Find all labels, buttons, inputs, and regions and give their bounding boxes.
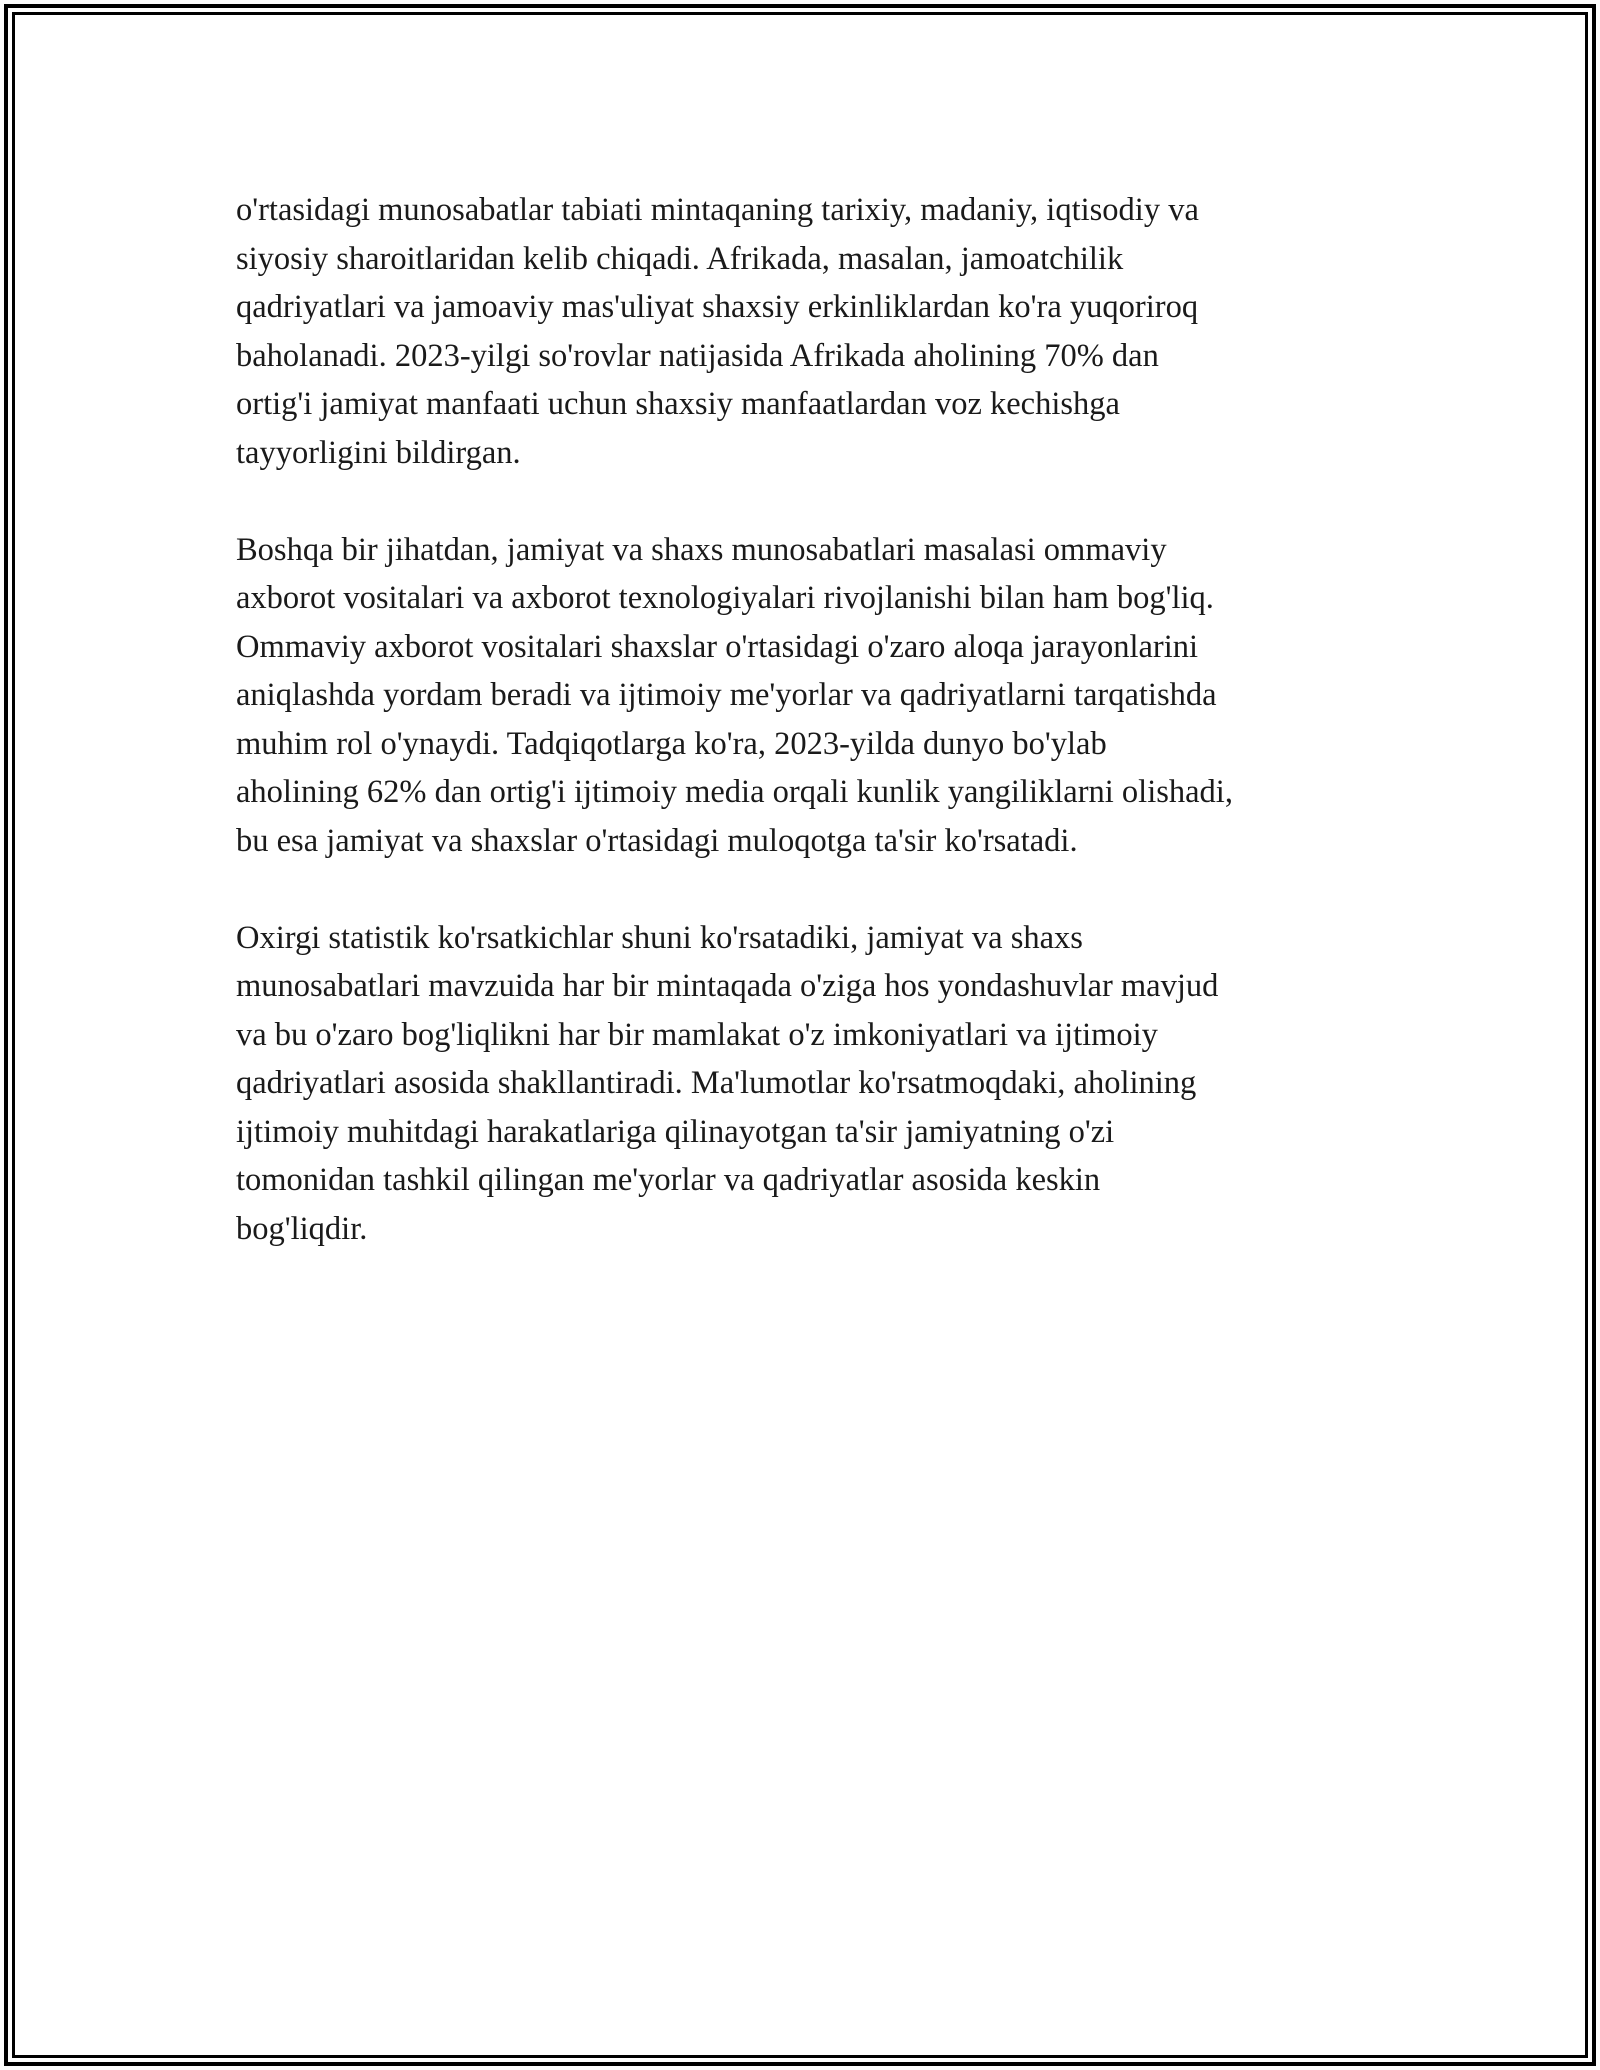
text-line: muhim rol o'ynaydi. Tadqiqotlarga ko'ra, 2023-yilda dunyo bo'ylab xyxy=(236,725,1107,762)
text-line: va bu o'zaro bog'liqlikni har bir mamlakat o'z imkoniyatlari va ijtimoiy xyxy=(236,1016,1158,1053)
text-line: aholining 62% dan ortig'i ijtimoiy media orqali kunlik yangiliklarni olishadi, xyxy=(236,774,1233,810)
text-line: bog'liqdir. xyxy=(236,1210,368,1247)
text-line: baholanadi. 2023-yilgi so'rovlar natijasida Afrikada aholining 70% dan xyxy=(236,337,1159,374)
paragraph-1 xyxy=(236,186,1396,477)
text-line: o'rtasidagi munosabatlar tabiati mintaqaning tarixiy, madaniy, iqtisodiy va xyxy=(236,192,1199,228)
text-line: ortig'i jamiyat manfaati uchun shaxsiy manfaatlardan voz kechishga xyxy=(236,386,1120,422)
text-line: Ommaviy axborot vositalari shaxslar o'rtasidagi o'zaro aloqa jarayonlarini xyxy=(236,628,1199,665)
text-line: axborot vositalari va axborot texnologiyalari rivojlanishi bilan ham bog'liq. xyxy=(236,580,1214,616)
text-line: ijtimoiy muhitdagi harakatlariga qilinayotgan ta'sir jamiyatning o'zi xyxy=(236,1113,1115,1150)
paragraph-3 xyxy=(236,914,1396,1254)
text-line: qadriyatlari va jamoaviy mas'uliyat shaxsiy erkinliklardan ko'ra yuqoriroq xyxy=(236,289,1199,325)
text-line: Boshqa bir jihatdan, jamiyat va shaxs munosabatlari masalasi ommaviy xyxy=(236,531,1167,568)
text-line: bu esa jamiyat va shaxslar o'rtasidagi muloqotga ta'sir ko'rsatadi. xyxy=(236,822,1078,859)
document-body xyxy=(236,186,1396,1302)
text-line: qadriyatlari asosida shakllantiradi. Ma'lumotlar ko'rsatmoqdaki, aholining xyxy=(236,1065,1197,1101)
text-line: Oxirgi statistik ko'rsatkichlar shuni ko'rsatadiki, jamiyat va shaxs xyxy=(236,919,1083,956)
text-line: munosabatlari mavzuida har bir mintaqada o'ziga hos yondashuvlar mavjud xyxy=(236,968,1219,1004)
text-line: tomonidan tashkil qilingan me'yorlar va qadriyatlar asosida keskin xyxy=(236,1162,1101,1198)
text-line: tayyorligini bildirgan. xyxy=(236,434,521,471)
paragraph-2 xyxy=(236,526,1396,866)
text-line: siyosiy sharoitlaridan kelib chiqadi. Afrikada, masalan, jamoatchilik xyxy=(236,240,1124,277)
text-line: aniqlashda yordam beradi va ijtimoiy me'yorlar va qadriyatlarni tarqatishda xyxy=(236,677,1217,713)
